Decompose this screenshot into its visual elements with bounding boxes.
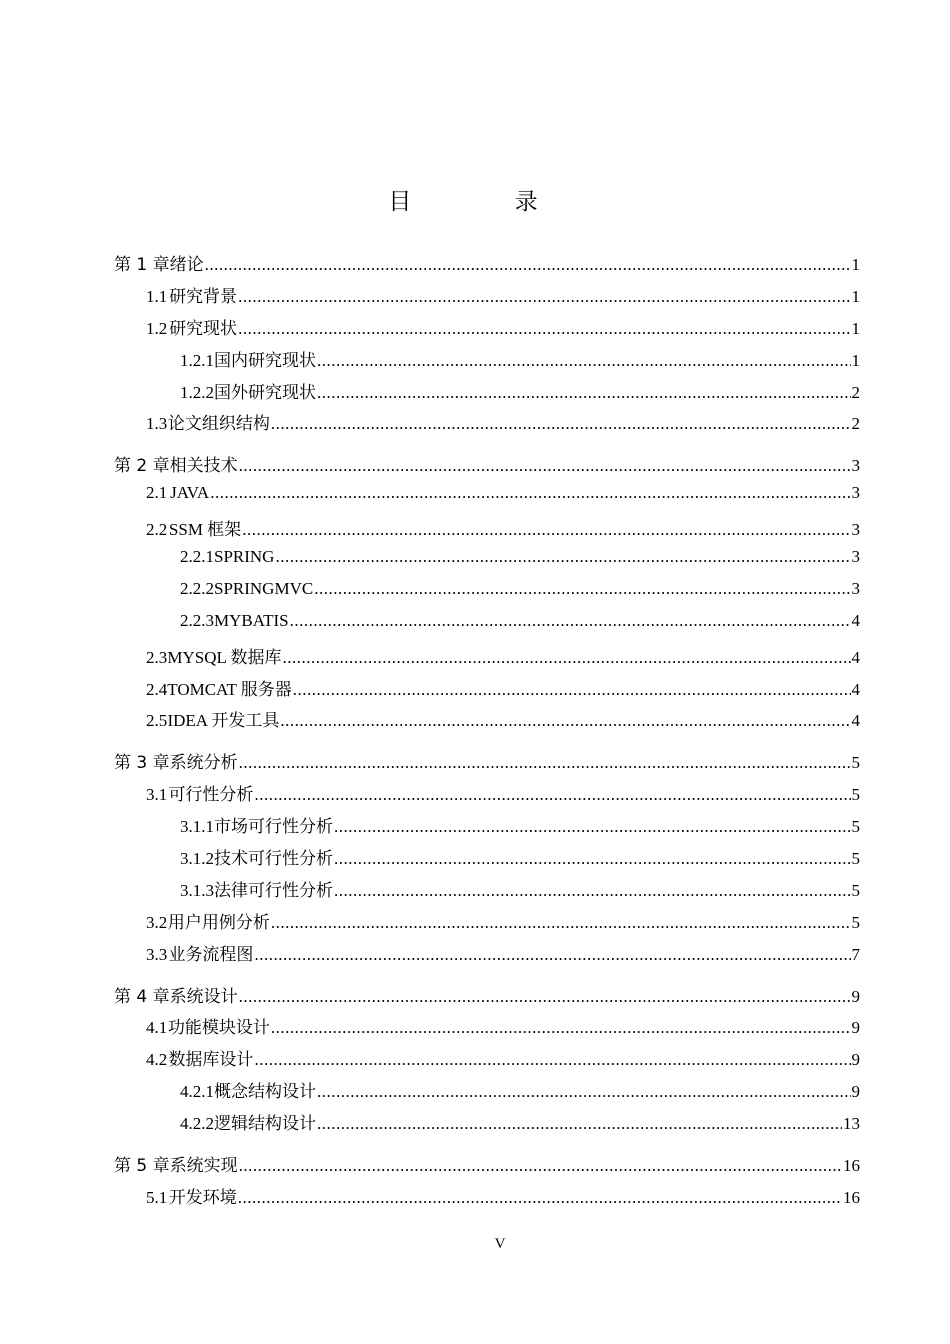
toc-entry-page: 3 xyxy=(851,578,860,598)
toc-entry-title: 开发环境 xyxy=(168,1187,237,1207)
toc-dot-leader xyxy=(334,849,851,869)
toc-chapter-entry[interactable] xyxy=(114,748,860,780)
toc-entry-number: 3.1.3 xyxy=(180,880,214,900)
toc-dot-leader xyxy=(271,1018,851,1038)
toc-section-entry[interactable] xyxy=(114,812,860,844)
toc-entry-title: 系统分析 xyxy=(169,753,238,774)
toc-entry-page: 16 xyxy=(843,1156,860,1176)
toc-section-entry[interactable] xyxy=(114,1013,860,1045)
table-of-contents xyxy=(114,250,860,1215)
toc-entry-number: 第 2 章 xyxy=(114,456,170,477)
toc-dot-leader xyxy=(334,817,851,837)
toc-entry-page: 1 xyxy=(851,350,860,370)
toc-entry-page: 3 xyxy=(851,456,860,476)
toc-entry-page: 16 xyxy=(843,1187,860,1207)
toc-section-entry[interactable] xyxy=(114,346,860,378)
toc-dot-leader xyxy=(239,456,851,476)
toc-entry-page: 5 xyxy=(851,753,860,773)
toc-dot-leader xyxy=(239,987,851,1007)
toc-entry-title: 可行性分析 xyxy=(168,785,254,805)
toc-section-entry[interactable] xyxy=(114,378,860,410)
page-number: V xyxy=(494,1236,506,1252)
toc-section-entry[interactable] xyxy=(114,579,860,611)
toc-entry-number: 1.1 xyxy=(146,286,168,306)
toc-entry-title: 研究现状 xyxy=(169,318,238,338)
toc-entry-number: 4.2 xyxy=(146,1050,168,1070)
toc-entry-title: 概念结构设计 xyxy=(214,1082,316,1102)
toc-entry-number: 5.1 xyxy=(146,1187,168,1207)
toc-entry-number: 1.2.2 xyxy=(180,382,214,402)
toc-entry-title: 数据库设计 xyxy=(168,1050,254,1070)
toc-entry-number: 1.3 xyxy=(146,414,168,434)
toc-section-entry[interactable] xyxy=(114,547,860,579)
toc-entry-number: 1.2.1 xyxy=(180,350,214,370)
toc-dot-leader xyxy=(271,913,851,933)
toc-dot-leader xyxy=(238,287,850,307)
toc-dot-leader xyxy=(334,881,851,901)
toc-entry-page: 2 xyxy=(851,382,860,402)
toc-dot-leader xyxy=(239,753,851,773)
toc-dot-leader xyxy=(254,785,850,805)
toc-section-entry[interactable] xyxy=(114,844,860,876)
toc-dot-leader xyxy=(314,579,850,599)
toc-entry-number: 2.2.2 xyxy=(180,578,214,598)
toc-entry-page: 5 xyxy=(851,912,860,932)
toc-section-entry[interactable] xyxy=(114,282,860,314)
toc-entry-number: 3.2 xyxy=(146,912,168,932)
toc-entry-page: 9 xyxy=(851,986,860,1006)
toc-section-entry[interactable] xyxy=(114,780,860,812)
toc-dot-leader xyxy=(254,945,850,965)
toc-section-entry[interactable] xyxy=(114,1045,860,1077)
toc-entry-page: 13 xyxy=(843,1114,860,1134)
toc-entry-title: 论文组织结构 xyxy=(167,414,270,434)
toc-entry-title: 市场可行性分析 xyxy=(214,817,333,837)
toc-entry-title: SPRINGMVC xyxy=(214,578,314,598)
toc-dot-leader xyxy=(254,1050,850,1070)
toc-entry-number: 2.2 xyxy=(146,520,168,540)
toc-entry-title: 系统设计 xyxy=(169,986,238,1007)
toc-entry-title: MYSQL 数据库 xyxy=(167,647,282,667)
toc-entry-title: 逻辑结构设计 xyxy=(214,1114,316,1134)
toc-entry-number: 4.1 xyxy=(146,1018,168,1038)
toc-entry-number: 第 5 章 xyxy=(114,1156,170,1177)
toc-dot-leader xyxy=(242,520,850,540)
toc-entry-title: 用户用例分析 xyxy=(167,912,270,932)
toc-dot-leader xyxy=(271,414,851,434)
toc-dot-leader xyxy=(280,711,850,731)
toc-dot-leader xyxy=(317,1114,842,1134)
toc-section-entry[interactable] xyxy=(114,876,860,908)
toc-dot-leader xyxy=(283,648,851,668)
toc-dot-leader xyxy=(210,483,850,503)
toc-entry-page: 5 xyxy=(851,785,860,805)
toc-dot-leader xyxy=(238,1188,842,1208)
toc-entry-page: 5 xyxy=(851,849,860,869)
toc-entry-number: 第 1 章 xyxy=(114,255,170,275)
toc-entry-page: 1 xyxy=(851,318,860,338)
toc-entry-title: 绪论 xyxy=(169,255,204,275)
toc-entry-page: 4 xyxy=(851,679,860,699)
toc-section-entry[interactable] xyxy=(114,675,860,707)
toc-section-entry[interactable] xyxy=(114,706,860,738)
toc-section-entry[interactable] xyxy=(114,908,860,940)
toc-entry-page: 9 xyxy=(851,1050,860,1070)
toc-entry-title: 国内研究现状 xyxy=(214,350,316,370)
toc-entry-title: 法律可行性分析 xyxy=(214,880,333,900)
toc-section-entry[interactable] xyxy=(114,483,860,515)
toc-entry-page: 9 xyxy=(851,1082,860,1102)
toc-entry-title: 国外研究现状 xyxy=(214,382,316,402)
toc-dot-leader xyxy=(275,547,850,567)
toc-entry-number: 2.2.1 xyxy=(180,547,214,567)
toc-entry-title: JAVA xyxy=(170,483,210,503)
toc-entry-number: 3.3 xyxy=(146,944,168,964)
toc-entry-page: 9 xyxy=(851,1018,860,1038)
toc-entry-page: 3 xyxy=(851,483,860,503)
toc-entry-number: 2.2.3 xyxy=(180,610,214,630)
toc-entry-title: 业务流程图 xyxy=(168,944,254,964)
toc-section-entry[interactable] xyxy=(114,314,860,346)
toc-section-entry[interactable] xyxy=(114,409,860,441)
toc-dot-leader xyxy=(317,383,851,403)
toc-chapter-entry[interactable] xyxy=(114,451,860,483)
toc-entry-title: SSM 框架 xyxy=(168,520,242,540)
toc-entry-number: 4.2.2 xyxy=(180,1114,214,1134)
toc-entry-page: 2 xyxy=(851,414,860,434)
toc-entry-number: 2.3 xyxy=(146,647,168,667)
toc-entry-title: MYBATIS xyxy=(214,610,289,630)
toc-entry-title: SPRING xyxy=(214,547,275,567)
toc-entry-page: 4 xyxy=(851,647,860,667)
toc-entry-number: 2.1 xyxy=(146,483,168,503)
toc-section-entry[interactable] xyxy=(114,515,860,547)
toc-entry-page: 5 xyxy=(851,817,860,837)
toc-entry-title: 系统实现 xyxy=(169,1156,238,1177)
toc-entry-number: 2.5 xyxy=(146,711,168,731)
toc-entry-title: 研究背景 xyxy=(169,286,238,306)
toc-entry-page: 4 xyxy=(851,610,860,630)
toc-dot-leader xyxy=(317,1082,851,1102)
toc-entry-title: TOMCAT 服务器 xyxy=(167,679,292,699)
toc-entry-number: 3.1.1 xyxy=(180,817,214,837)
toc-entry-number: 1.2 xyxy=(146,318,168,338)
toc-section-entry[interactable] xyxy=(114,1109,860,1141)
toc-dot-leader xyxy=(290,611,851,631)
toc-chapter-entry[interactable] xyxy=(114,982,860,1014)
page-title: 目 录 xyxy=(388,189,586,215)
toc-entry-page: 5 xyxy=(851,880,860,900)
toc-entry-page: 4 xyxy=(851,711,860,731)
toc-section-entry[interactable] xyxy=(114,940,860,972)
toc-entry-title: 相关技术 xyxy=(169,456,238,477)
toc-entry-number: 3.1.2 xyxy=(180,849,214,869)
toc-entry-title: 功能模块设计 xyxy=(167,1018,270,1038)
toc-entry-number: 4.2.1 xyxy=(180,1082,214,1102)
toc-entry-page: 7 xyxy=(851,944,860,964)
toc-entry-title: 技术可行性分析 xyxy=(214,849,333,869)
toc-chapter-entry[interactable] xyxy=(114,250,860,282)
toc-entry-page: 3 xyxy=(851,520,860,540)
toc-section-entry[interactable] xyxy=(114,643,860,675)
toc-entry-number: 3.1 xyxy=(146,785,168,805)
toc-dot-leader xyxy=(238,319,850,339)
toc-entry-number: 第 4 章 xyxy=(114,986,170,1007)
toc-section-entry[interactable] xyxy=(114,611,860,643)
toc-entry-page: 1 xyxy=(851,286,860,306)
toc-entry-title: IDEA 开发工具 xyxy=(167,711,280,731)
toc-entry-page: 3 xyxy=(851,547,860,567)
toc-section-entry[interactable] xyxy=(114,1077,860,1109)
toc-dot-leader xyxy=(317,351,851,371)
toc-dot-leader xyxy=(205,255,851,275)
toc-dot-leader xyxy=(293,680,851,700)
toc-entry-number: 第 3 章 xyxy=(114,753,170,774)
toc-entry-page: 1 xyxy=(851,255,860,274)
toc-chapter-entry[interactable] xyxy=(114,1151,860,1183)
toc-dot-leader xyxy=(239,1156,842,1176)
toc-entry-number: 2.4 xyxy=(146,679,168,699)
toc-section-entry[interactable] xyxy=(114,1183,860,1215)
